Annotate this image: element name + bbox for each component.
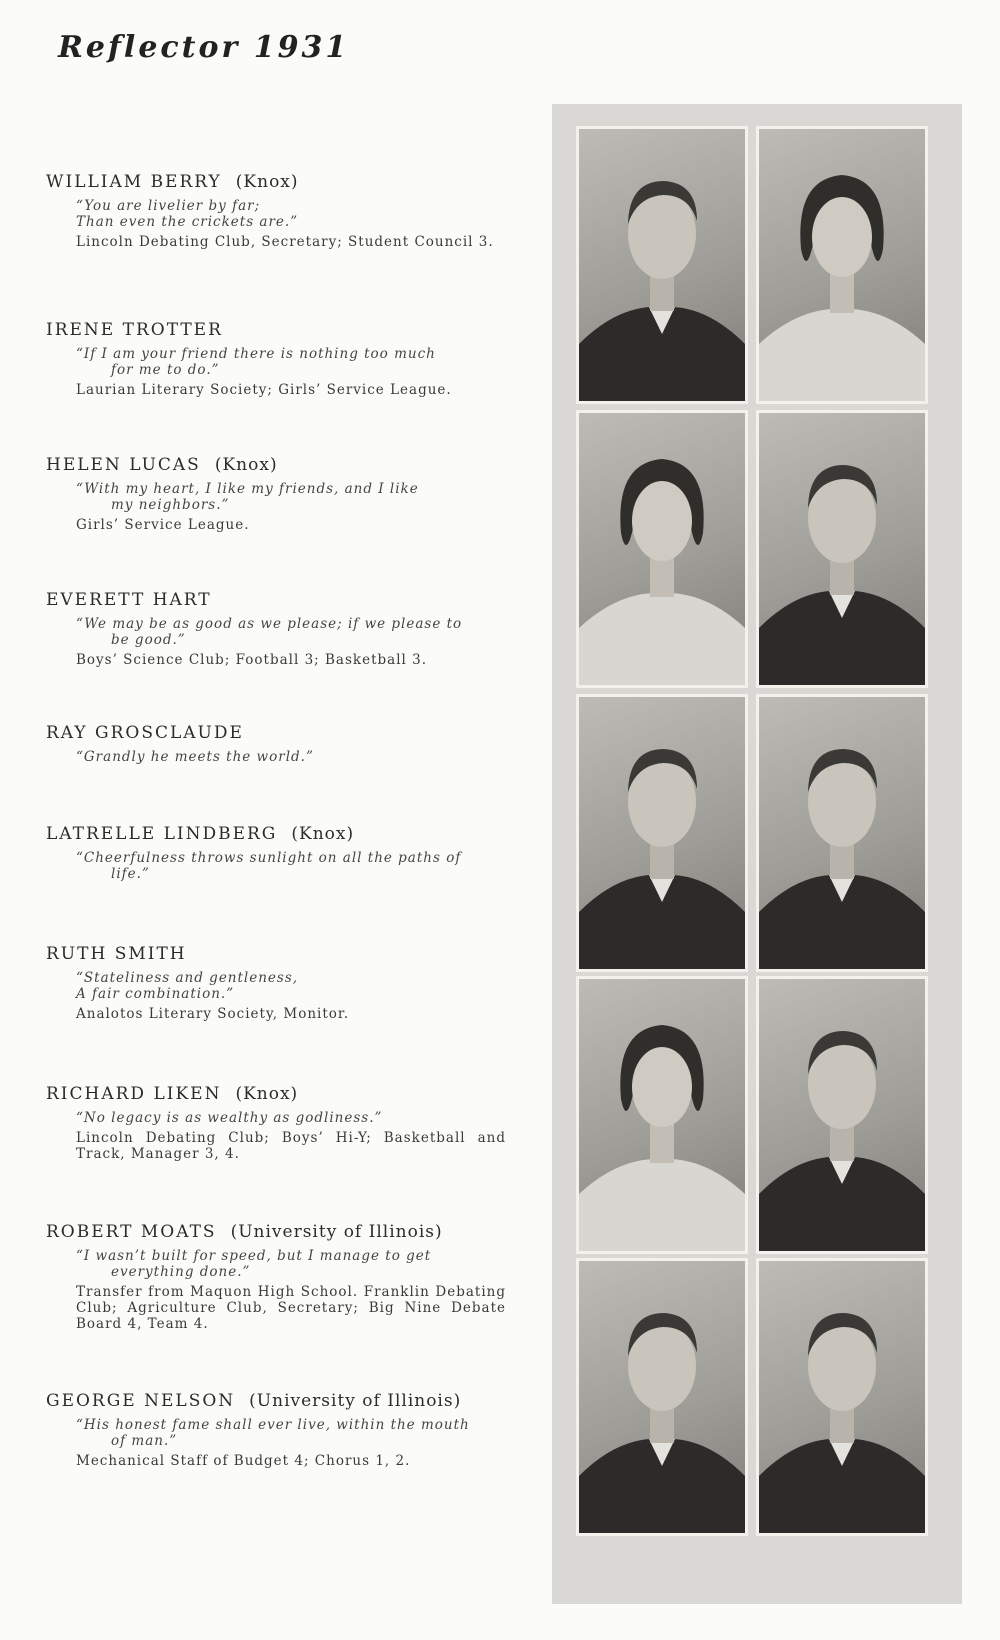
student-college: (Knox) [235, 172, 299, 192]
student-quote: “I wasn’t built for speed, but I manage to get everything done.” [76, 1248, 432, 1280]
student-activities: Analotos Literary Society, Monitor. [76, 1006, 350, 1022]
student-quote: “If I am your friend there is nothing too much for me to do.” [76, 346, 436, 378]
student-activities: Mechanical Staff of Budget 4; Chorus 1, 2. [76, 1453, 411, 1469]
portrait-helen-lucas [576, 410, 748, 688]
student-quote: “We may be as good as we please; if we please to be good.” [76, 616, 463, 648]
portrait-everett-hart [756, 410, 928, 688]
entry-helen-lucas [46, 455, 506, 533]
student-activities: Transfer from Maquon High School. Franklin Debating Club; Agriculture Club, Secretary; Big Nine Debate Board 4, Team 4. [76, 1284, 506, 1332]
entry-william-berry [46, 172, 506, 250]
student-quote: “Cheerfulness throws sunlight on all the paths of life.” [76, 850, 462, 882]
entry-richard-liken [46, 1084, 506, 1162]
student-activities: Boys’ Science Club; Football 3; Basketball 3. [76, 652, 428, 668]
student-quote: “You are livelier by far; Than even the crickets are.” [76, 198, 299, 230]
student-name: WILLIAM BERRY [46, 172, 222, 192]
student-activities: Girls’ Service League. [76, 517, 250, 533]
entry-everett-hart [46, 590, 506, 668]
photo-panel [552, 104, 962, 1604]
entry-ray-grosclaude [46, 723, 506, 765]
student-quote: “His honest fame shall ever live, within the mouth of man.” [76, 1417, 470, 1449]
page-title: Reflector 1931 [58, 30, 350, 65]
student-name: EVERETT HART [46, 590, 212, 610]
entry-robert-moats [46, 1222, 506, 1332]
entry-latrelle-lindberg [46, 824, 506, 882]
student-name: RAY GROSCLAUDE [46, 723, 244, 743]
portrait-irene-trotter [756, 126, 928, 404]
portrait-william-berry [576, 126, 748, 404]
student-college: (Knox) [214, 455, 278, 475]
student-quote: “With my heart, I like my friends, and I like my neighbors.” [76, 481, 419, 513]
student-name: IRENE TROTTER [46, 320, 223, 340]
student-name: RUTH SMITH [46, 944, 187, 964]
student-activities: Lincoln Debating Club, Secretary; Student Council 3. [76, 234, 494, 250]
portrait-ruth-smith [576, 976, 748, 1254]
portrait-robert-moats [576, 1258, 748, 1536]
student-activities: Lincoln Debating Club; Boys’ Hi-Y; Basketball and Track, Manager 3, 4. [76, 1130, 506, 1162]
student-college: (Knox) [235, 1084, 299, 1104]
student-college: (University of Illinois) [249, 1391, 462, 1411]
student-quote: “Stateliness and gentleness, A fair combination.” [76, 970, 299, 1002]
student-activities: Laurian Literary Society; Girls’ Service League. [76, 382, 452, 398]
student-name: RICHARD LIKEN [46, 1084, 222, 1104]
student-name: HELEN LUCAS [46, 455, 201, 475]
entry-george-nelson [46, 1391, 506, 1469]
student-college: (Knox) [291, 824, 355, 844]
entry-irene-trotter [46, 320, 506, 398]
portrait-latrelle-lindberg [756, 694, 928, 972]
student-name: GEORGE NELSON [46, 1391, 236, 1411]
portrait-richard-liken [756, 976, 928, 1254]
student-name: ROBERT MOATS [46, 1222, 217, 1242]
student-college: (University of Illinois) [230, 1222, 443, 1242]
portrait-ray-grosclaude [576, 694, 748, 972]
student-name: LATRELLE LINDBERG [46, 824, 278, 844]
entry-ruth-smith [46, 944, 506, 1022]
student-quote: “Grandly he meets the world.” [76, 749, 314, 765]
portrait-george-nelson [756, 1258, 928, 1536]
student-quote: “No legacy is as wealthy as godliness.” [76, 1110, 383, 1126]
